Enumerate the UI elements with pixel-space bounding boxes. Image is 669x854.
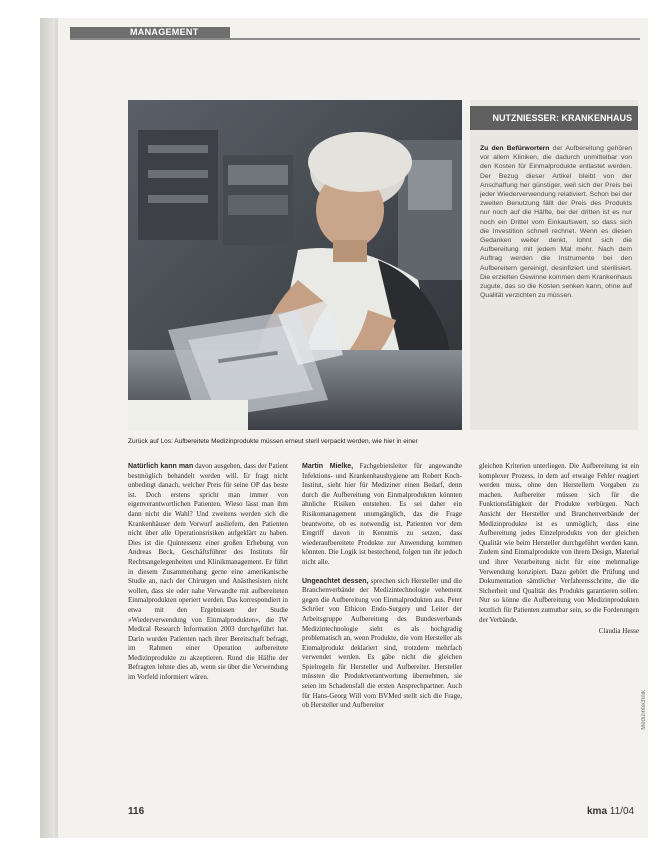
photo-caption: Zurück auf Los: Aufbereitete Medizinprodukte müssen erneut steril verpackt werden, wie hier in einer [128, 438, 418, 445]
col2-lead: Martin Mielke, [302, 463, 354, 470]
col2-lead-2: Ungeachtet dessen, [302, 577, 369, 585]
header-rule [70, 38, 640, 40]
col1-lead: Natürlich kann man [128, 463, 194, 470]
col3-body: gleichen Kriterien unterliegen. Die Aufbereitung ist ein komplexer Prozess, in dem auf etwaige Fehler reagiert werden muss, ohne den Herstellern Vorgaben zu machen. Aufbereiter müssen sich für die Funktionsfähigkeit der Produkte verbürgen. Nach Ansicht der Hersteller und Branchenverbände der Medizinprodukte ist es unmöglich, dass eine Aufbereitung jedes Einzelprodukts von der gleichen Qualität wie beim Hersteller durchgeführt werden kann. Zudem sind Einmalprodukte von ihrem Design, Material und ihrer Verarbeitung nicht für eine mehrmalige Verwendung konzipiert. Dazu gehört die Prüfung und Dokumentation sämtlicher Verfahrensschritte, die die Sicherheit und Qualität des Produkts garantieren sollen. Nur so könne die Aufbereitung von Medizinprodukten letztlich für Patienten zumutbar sein, so die Forderungen der Verbände. [479, 462, 639, 624]
side-note: Medizintechnik [641, 690, 647, 730]
col1-body: davon ausgehen, dass der Patient bestmöglich behandelt werden will. Er fragt nicht unbedingt danach, welcher Preis für seine OP das beste ist. Doch erstens spricht man immer von eigenverantwortlichen Patienten. Wieso lässt man ihm dann nicht die Wahl? Und zweitens werden sich die Krankenhäuser dem Vorwurf ausliefern, den Patienten nicht über alle Operationsrisiken aufgeklärt zu haben. Dies ist die Quintessenz einer großen Erhebung von Andreas Beck, Geschäftsführer des Instituts für Rechtsangelegenheiten und Klinikmanagement. Er führt in diesem Zusammenhang gerne eine amerikanische Studie an, nach der Chirurgen und Anästhesisten nicht wollen, dass sie oder nahe Verwandte mit aufbereiteten Einmalprodukten operiert werden. Das korrespondiert in etwa mit den Ergebnissen der Studie »Wiederverwendung von Einmalprodukten«, die IW Medical Research Information 2003 durchgeführt hat. Darin wurden Patienten nach ihrer Bereitschaft befragt, im Rahmen einer Operation aufbereitete Medizinprodukte zu akzeptieren. Rund die Hälfte der Befragten lehnte dies ab, wenn sie über die Verwendung im Vorfeld informiert wären. [128, 462, 288, 682]
sidebar-text [480, 144, 632, 300]
col2-body-2: sprechen sich Hersteller und die Branchenverbände der Medizintechnologie vehement gegen die Aufbereitung von Einmalprodukten aus. Peter Schröer von Ethicon Endo-Surgery und Leiter der Arbeitsgruppe Aufbereitung des Bundesverbands Medizintechnologie sieht es als hochgradig problematisch an, wenn Produkte, die vom Hersteller als Einmalprodukt deklariert sind, trotzdem mehrfach verwendet werden. Es gäbe nicht die gleichen Spielregeln für Hersteller und Aufbereiter. Hersteller müssten die Produktverantwortung übernehmen, sie seien im Schadensfall die ersten Ansprechpartner. Auch für Hans-Georg Will vom BVMed stellt sich die Frage, ob Hersteller und Aufbereiter [302, 576, 462, 710]
article-column-3 [479, 462, 639, 637]
page-number: 116 [128, 806, 145, 817]
author-signature: Claudia Hesse [598, 627, 639, 636]
binding-spine [40, 18, 58, 838]
photo-illustration [128, 100, 462, 430]
col2-body: Fachgebietsleiter für angewandte Infektions- und Krankenhaushygiene am Robert Koch-Institut, sieht hier für Mediziner einen Bedarf, denn durch die Aufbereitung von Einmalprodukten könnten ähnliche Risiken entstehen. Es sei daher ein Risikomanagement unumgänglich, das die Frage beantworte, ob es notwendig ist, Patienten vor dem Eingriff davon in Kenntnis zu setzen, dass wiederaufbereitete Produkte zur Anwendung kommen könnten. Die Logik ist bestechend, folgen tun ihr jedoch nicht alle. [302, 462, 463, 566]
sidebar-title: NUTZNIESSER: KRANKENHAUS [470, 106, 638, 130]
sidebar-box [470, 100, 638, 430]
sidebar-body: der Aufbereitung gehören vor allem Kliniken, die dadurch unmittelbar von den Kosten für Einmalprodukte entlastet werden. Der Bezug dieser Artikel bleibt von der Anschaffung her günstiger, weil sich der Preis bei jeder Wiederverwendung relativiert. Schon bei der zweiten Benutzung fällt der Preis des Produkts nur noch auf die Hälfte, bei der dritten ist es nur noch ein Drittel vom Einkaufswert, so dass sich die Investition schnell rechnet. Wenn es diesen Gedanken weiter denkt, lohnt sich die Aufbereitung mit jedem Mal mehr. Nach dem Auftrag werden die Instrumente bei den Aufbereitern gereinigt, desinfiziert und sterilisiert. Die erzielten Gewinne kommen dem Krankenhaus zugute, das so die Kosten senken kann, ohne auf Qualität verzichten zu müssen. [480, 145, 633, 300]
article-photo [128, 100, 462, 430]
article-column-2 [302, 462, 462, 711]
section-header: MANAGEMENT [70, 27, 230, 38]
issue-number: 11/04 [609, 806, 635, 817]
article-column-1 [128, 462, 288, 683]
sidebar-lead: Zu den Befürwortern [480, 145, 550, 152]
footer-logo [587, 806, 634, 817]
magazine-logo: kma [587, 806, 608, 817]
